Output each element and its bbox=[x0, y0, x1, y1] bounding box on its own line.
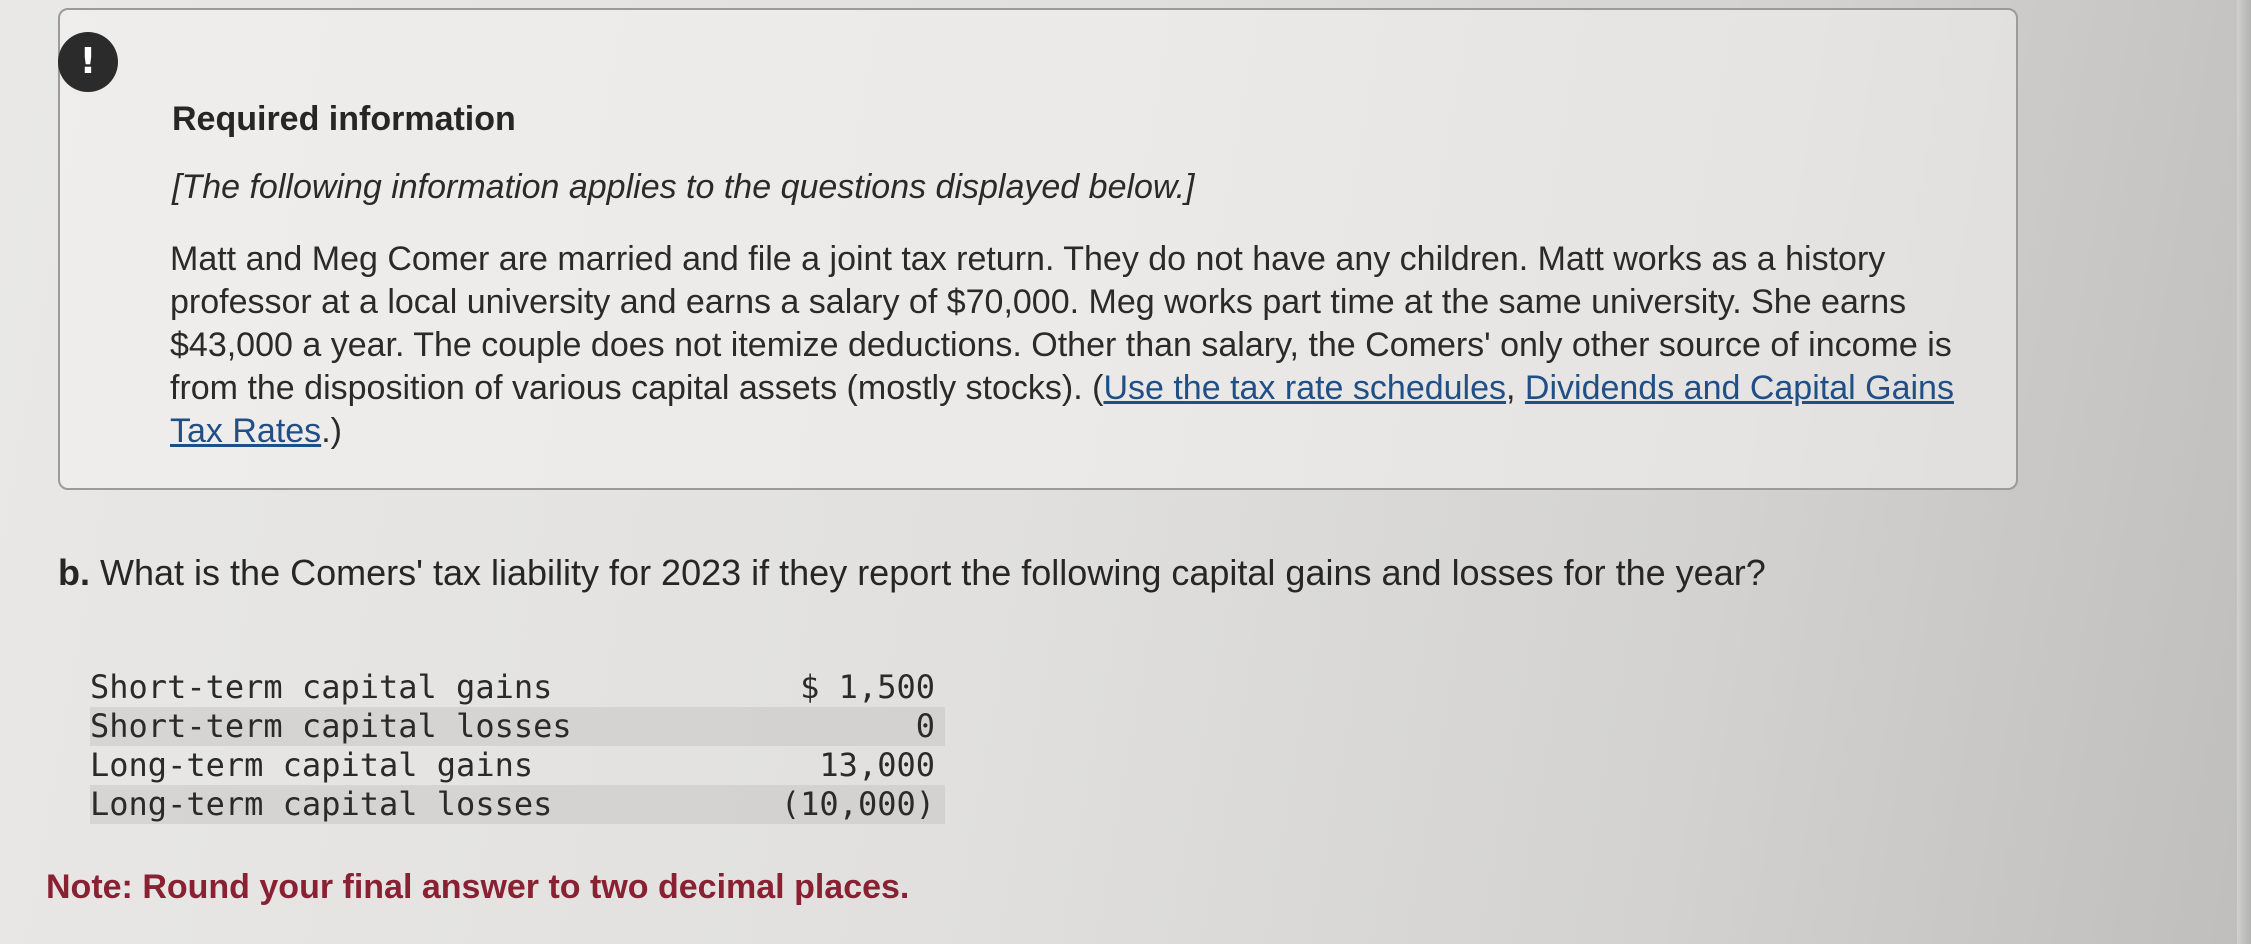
table-row bbox=[90, 746, 945, 785]
exclamation-icon: ! bbox=[58, 32, 118, 92]
row-value: 13,000 bbox=[819, 746, 935, 784]
rounding-note: Note: Round your final answer to two decimal places. bbox=[46, 868, 910, 906]
scenario-closing: .) bbox=[321, 412, 342, 450]
row-value: $ 1,500 bbox=[800, 668, 935, 706]
window-edge bbox=[2237, 0, 2251, 944]
dividends-capital-gains-rates-link[interactable]: Dividends and Capital Gains Tax Rates bbox=[170, 369, 1954, 450]
table-row bbox=[90, 707, 945, 746]
tax-rate-schedules-link[interactable]: Use the tax rate schedules bbox=[1103, 369, 1507, 407]
row-label: Short-term capital losses bbox=[90, 707, 690, 746]
question-text: What is the Comers' tax liability for 2023 if they report the following capital gains and losses for the year? bbox=[100, 552, 1766, 593]
row-label: Short-term capital gains bbox=[90, 668, 553, 706]
table-row bbox=[90, 785, 945, 824]
row-label: Long-term capital gains bbox=[90, 746, 534, 784]
question-b bbox=[58, 552, 1766, 594]
scenario-text: Matt and Meg Comer are married and file a joint tax return. They do not have any children. Matt works as a history professor at a local university and earns a salary of $70,000. Meg works part time at the same university. She earns $43,000 a year. The couple does not itemize deductions. Other than salary, the Comers' only other source of income is from the disposition of various capital assets (mostly stocks). ( bbox=[170, 240, 1952, 407]
link-separator: , bbox=[1506, 369, 1525, 407]
scenario-paragraph bbox=[170, 238, 1990, 453]
row-value: (10,000) bbox=[690, 785, 945, 824]
intro-text: [The following information applies to the questions displayed below.] bbox=[172, 168, 1195, 206]
capital-gains-table bbox=[90, 668, 945, 824]
row-label: Long-term capital losses bbox=[90, 785, 690, 824]
question-label: b. bbox=[58, 552, 90, 593]
row-value: 0 bbox=[690, 707, 945, 746]
table-row bbox=[90, 668, 945, 707]
required-information-title: Required information bbox=[172, 100, 516, 138]
